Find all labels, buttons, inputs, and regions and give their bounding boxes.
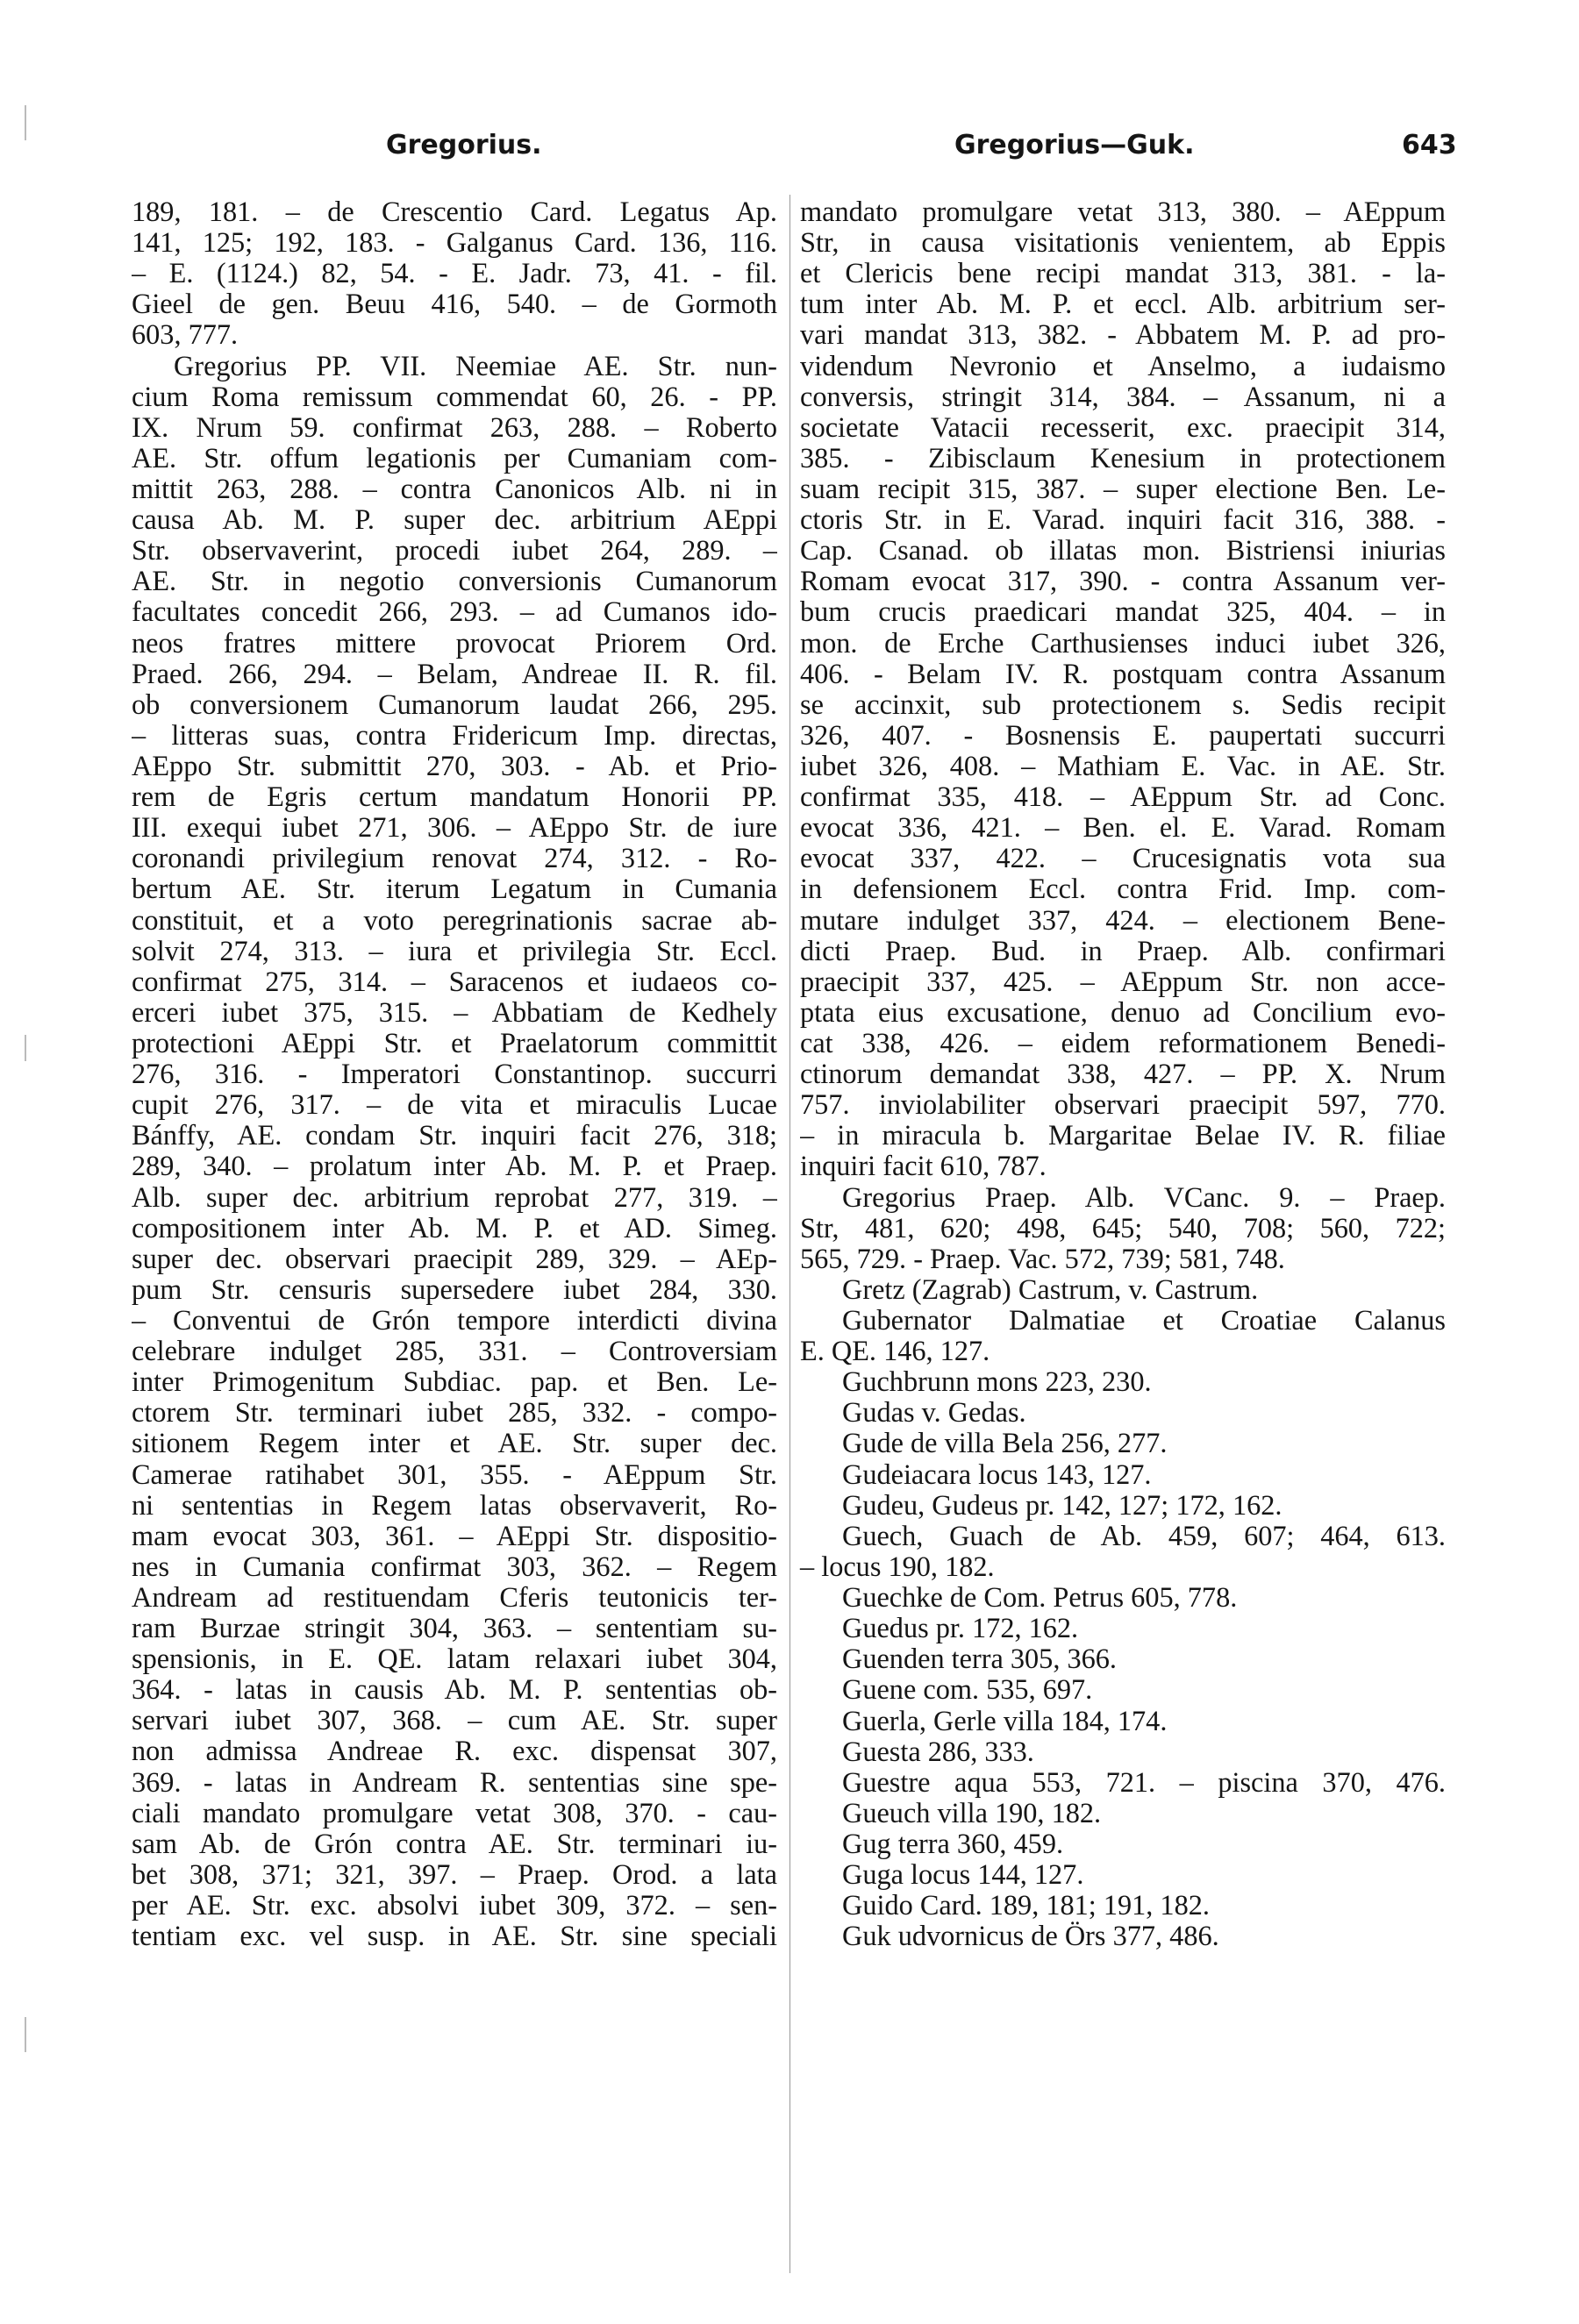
text-line: ciali mandato promulgare vetat 308, 370. - cau- [132, 1797, 777, 1829]
text-line: iubet 326, 408. – Mathiam E. Vac. in AE. Str. [800, 750, 1446, 781]
right-column [800, 196, 1446, 1952]
text-line: 276, 316. - Imperatori Constantinop. succurri [132, 1059, 777, 1090]
text-line: mittit 263, 288. – contra Canonicos Alb. ni in [132, 474, 777, 504]
text-line: 603, 777. [132, 318, 239, 351]
text-line: 406. - Belam IV. R. postquam contra Assanum [800, 658, 1446, 689]
text-line: ni sententias in Regem latas observaverit, Ro- [132, 1489, 777, 1521]
text-line: Andream ad restituendam Cferis teutonicis ter- [132, 1581, 777, 1613]
entry-headword-line: Guechke de Com. Petrus 605, 778. [842, 1581, 1238, 1614]
text-line: ram Burzae stringit 304, 363. – sententiam su- [132, 1613, 777, 1644]
text-line: ob conversionem Cumanorum laudat 266, 295. [132, 688, 777, 720]
entry-headword-line: Guesta 286, 333. [842, 1735, 1034, 1767]
entry-headword-line: Gudas v. Gedas. [842, 1396, 1026, 1429]
text-line: – Conventui de Grón tempore interdicti divina [132, 1304, 777, 1336]
text-line: neos fratres mittere provocat Priorem Ord. [132, 627, 777, 659]
header-center-title: Gregorius—Guk. [954, 130, 1195, 160]
text-line: spensionis, in E. QE. latam relaxari iubet 304, [132, 1643, 777, 1675]
text-line: protectioni AEppi Str. et Praelatorum committit [132, 1027, 777, 1059]
text-line: 326, 407. - Bosnensis E. paupertati succurri [800, 719, 1446, 751]
page-number: 643 [1402, 130, 1457, 160]
text-line: rem de Egris certum mandatum Honorii PP. [132, 781, 777, 813]
text-line: servari iubet 307, 368. – cum AE. Str. super [132, 1705, 777, 1736]
text-line: mon. de Erche Carthusienses induci iubet 326, [800, 627, 1446, 659]
text-line: 385. - Zibisclaum Kenesium in protectionem [800, 442, 1446, 474]
text-line: cium Roma remissum commendat 60, 26. - PP. [132, 381, 777, 412]
entry-headword-line: Guestre aqua 553, 721. – piscina 370, 476. [842, 1766, 1446, 1798]
entry-headword-line: Guene com. 535, 697. [842, 1673, 1093, 1706]
text-line: compositionem inter Ab. M. P. et AD. Simeg. [132, 1212, 777, 1244]
text-line: evocat 337, 422. – Crucesignatis vota sua [800, 843, 1446, 874]
entry-headword-line: Gregorius PP. VII. Neemiae AE. Str. nun- [174, 350, 777, 381]
text-line: pum Str. censuris supersedere iubet 284, 330. [132, 1273, 777, 1305]
text-line: ptata eius excusatione, denuo ad Concilium evo- [800, 996, 1446, 1028]
text-line: evocat 336, 421. – Ben. el. E. Varad. Romam [800, 812, 1446, 844]
entry-headword-line: Guenden terra 305, 366. [842, 1643, 1118, 1675]
text-line: Camerae ratihabet 301, 355. - AEppum Str. [132, 1458, 777, 1490]
text-line: suam recipit 315, 387. – super electione Ben. Le- [800, 473, 1446, 504]
text-line: praecipit 337, 425. – AEppum Str. non acce- [800, 966, 1446, 997]
text-line: dicti Praep. Bud. in Praep. Alb. confirmari [800, 935, 1446, 966]
text-line: conversis, stringit 314, 384. – Assanum, ni a [800, 381, 1446, 412]
entry-headword-line: Gude de villa Bela 256, 277. [842, 1427, 1168, 1459]
entry-headword-line: Gueuch villa 190, 182. [842, 1796, 1102, 1829]
text-line: – litteras suas, contra Fridericum Imp. directas, [132, 719, 777, 751]
text-line: 757. inviolabiliter observari praecipit 597, 770. [800, 1089, 1446, 1121]
text-line: IX. Nrum 59. confirmat 263, 288. – Roberto [132, 411, 777, 443]
text-line: 189, 181. – de Crescentio Card. Legatus Ap. [132, 196, 777, 227]
text-line: et Clericis bene recipi mandat 313, 381. - la- [800, 258, 1446, 289]
text-line: bum crucis praedicari mandat 325, 404. – in [800, 596, 1446, 628]
scan-margin-mark [25, 2017, 26, 2052]
entry-headword-line: Gug terra 360, 459. [842, 1828, 1064, 1860]
text-line: confirmat 335, 418. – AEppum Str. ad Conc. [800, 781, 1446, 813]
left-column [132, 196, 777, 1951]
text-line: ctoris Str. in E. Varad. inquiri facit 316, 388. - [800, 504, 1446, 536]
text-line: 289, 340. – prolatum inter Ab. M. P. et Praep. [132, 1151, 777, 1182]
text-line: Romam evocat 317, 390. - contra Assanum ver- [800, 566, 1446, 597]
text-line: se accinxit, sub protectionem s. Sedis recipit [800, 688, 1446, 720]
entry-headword-line: Gudeiacara locus 143, 127. [842, 1458, 1152, 1490]
text-line: inter Primogenitum Subdiac. pap. et Ben. Le- [132, 1366, 777, 1398]
text-line: AE. Str. in negotio conversionis Cumanorum [132, 566, 777, 597]
text-line: per AE. Str. exc. absolvi iubet 309, 372. – sen- [132, 1890, 777, 1921]
text-line: Gieel de gen. Beuu 416, 540. – de Gormoth [132, 289, 777, 320]
text-line: ctorem Str. terminari iubet 285, 332. - compo- [132, 1397, 777, 1429]
text-line: mam evocat 303, 361. – AEppi Str. dispositio- [132, 1520, 777, 1551]
entry-headword-line: Gregorius Praep. Alb. VCanc. 9. – Praep. [842, 1181, 1446, 1213]
text-line: 364. - latas in causis Ab. M. P. sententias ob- [132, 1674, 777, 1706]
text-line: vari mandat 313, 382. - Abbatem M. P. ad pro- [800, 319, 1446, 351]
text-line: erceri iubet 375, 315. – Abbatiam de Kedhely [132, 996, 777, 1028]
text-line: coronandi privilegium renovat 274, 312. - Ro- [132, 843, 777, 874]
text-line: III. exequi iubet 271, 306. – AEppo Str. de iure [132, 812, 777, 844]
entry-headword-line: Gubernator Dalmatiae et Croatiae Calanus [842, 1304, 1446, 1336]
text-line: mandato promulgare vetat 313, 380. – AEppum [800, 196, 1446, 227]
text-line: videndum Nevronio et Anselmo, a iudaismo [800, 350, 1446, 381]
entry-headword-line: Guido Card. 189, 181; 191, 182. [842, 1889, 1210, 1921]
text-line: tentiam exc. vel susp. in AE. Str. sine speciali [132, 1921, 777, 1952]
scan-margin-mark [25, 1035, 26, 1061]
entry-headword-line: Guk udvornicus de Örs 377, 486. [842, 1920, 1219, 1952]
text-line: Str, 481, 620; 498, 645; 540, 708; 560, 722; [800, 1212, 1446, 1244]
text-line: confirmat 275, 314. – Saracenos et iudaeos co- [132, 966, 777, 997]
text-line: in defensionem Eccl. contra Frid. Imp. com- [800, 873, 1446, 905]
text-line: causa Ab. M. P. super dec. arbitrium AEppi [132, 504, 777, 536]
text-line: non admissa Andreae R. exc. dispensat 307, [132, 1736, 777, 1767]
running-header [0, 130, 1579, 174]
text-line: E. QE. 146, 127. [800, 1335, 990, 1367]
text-line: mutare indulget 337, 424. – electionem Bene- [800, 904, 1446, 936]
entry-headword-line: Guerla, Gerle villa 184, 174. [842, 1704, 1168, 1736]
text-line: Str, in causa visitationis venientem, ab Eppis [800, 227, 1446, 259]
scan-margin-mark [25, 105, 26, 140]
text-line: facultates concedit 266, 293. – ad Cumanos ido- [132, 596, 777, 628]
text-line: solvit 274, 313. – iura et privilegia Str. Eccl. [132, 935, 777, 966]
text-line: Cap. Csanad. ob illatas mon. Bistriensi iniurias [800, 535, 1446, 567]
text-line: sam Ab. de Grón contra AE. Str. terminari iu- [132, 1828, 777, 1859]
text-line: AE. Str. offum legationis per Cumaniam com- [132, 442, 777, 474]
text-line: tum inter Ab. M. P. et eccl. Alb. arbitrium ser- [800, 289, 1446, 320]
text-line: societate Vatacii recesserit, exc. praecipit 314, [800, 411, 1446, 443]
text-line: cat 338, 426. – eidem reformationem Benedi- [800, 1027, 1446, 1059]
text-line: sitionem Regem inter et AE. Str. super dec. [132, 1428, 777, 1459]
text-line: bertum AE. Str. iterum Legatum in Cumania [132, 873, 777, 905]
text-line: cupit 276, 317. – de vita et miraculis Lucae [132, 1089, 777, 1121]
text-line: Alb. super dec. arbitrium reprobat 277, 319. – [132, 1181, 777, 1213]
entry-headword-line: Gretz (Zagrab) Castrum, v. Castrum. [842, 1272, 1259, 1305]
text-line: Praed. 266, 294. – Belam, Andreae II. R. fil. [132, 658, 777, 689]
text-line: – E. (1124.) 82, 54. - E. Jadr. 73, 41. - fil. [132, 258, 777, 289]
text-line: celebrare indulget 285, 331. – Controversiam [132, 1336, 777, 1367]
entry-headword-line: Guchbrunn mons 223, 230. [842, 1365, 1152, 1398]
text-line: 141, 125; 192, 183. - Galganus Card. 136, 116. [132, 227, 777, 259]
entry-headword-line: Gudeu, Gudeus pr. 142, 127; 172, 162. [842, 1488, 1282, 1521]
text-line: AEppo Str. submittit 270, 303. - Ab. et Prio- [132, 750, 777, 781]
entry-headword-line: Guedus pr. 172, 162. [842, 1612, 1079, 1644]
text-line: Bánffy, AE. condam Str. inquiri facit 276, 318; [132, 1120, 777, 1151]
text-line: inquiri facit 610, 787. [800, 1150, 1047, 1182]
text-line: constituit, et a voto peregrinationis sacrae ab- [132, 904, 777, 936]
header-left-title: Gregorius. [386, 130, 542, 160]
text-line: nes in Cumania confirmat 303, 362. – Regem [132, 1551, 777, 1582]
entry-headword-line: Guech, Guach de Ab. 459, 607; 464, 613. [842, 1520, 1446, 1551]
text-line: – in miracula b. Margaritae Belae IV. R. filiae [800, 1120, 1446, 1151]
text-line: ctinorum demandat 338, 427. – PP. X. Nrum [800, 1059, 1446, 1090]
text-line: 369. - latas in Andream R. sententias sine spe- [132, 1766, 777, 1798]
text-line: – locus 190, 182. [800, 1550, 995, 1582]
text-line: super dec. observari praecipit 289, 329. – AEp- [132, 1243, 777, 1274]
entry-headword-line: Guga locus 144, 127. [842, 1858, 1084, 1891]
text-line: 565, 729. - Praep. Vac. 572, 739; 581, 748. [800, 1242, 1285, 1274]
text-line: Str. observaverint, procedi iubet 264, 289. – [132, 535, 777, 567]
text-line: bet 308, 371; 321, 397. – Praep. Orod. a lata [132, 1858, 777, 1890]
